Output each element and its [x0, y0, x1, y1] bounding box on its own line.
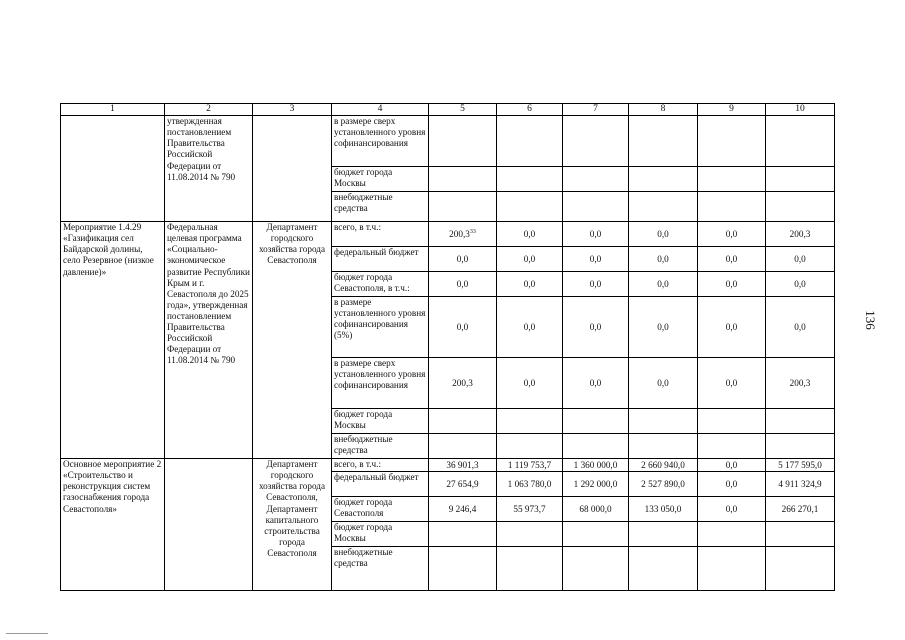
value-cell: 0,0 — [497, 247, 563, 272]
value-cell — [497, 167, 563, 192]
source-label-cell: всего, в т.ч.: — [332, 222, 429, 247]
value-cell — [429, 116, 497, 167]
value-cell: 0,0 — [629, 247, 698, 272]
value-cell: 0,0 — [429, 297, 497, 358]
value-cell — [698, 167, 766, 192]
program-cell: Федеральная целевая программа «Социально-экономическое развитие Республики Крым и г. Севастополя до 2025 года», утвержденная постановлением Правительства Российской Федерации от 11.08.2014 № 790 — [165, 222, 253, 459]
value-cell: 55 973,7 — [497, 497, 563, 522]
header-cell: 4 — [332, 104, 429, 116]
value-cell: 0,0 — [497, 272, 563, 297]
executor-cell: Департамент городского хозяйства города Севастополя, Департамент капитального строительства города Севастополя — [253, 459, 332, 591]
value-cell — [766, 409, 835, 434]
value-cell: 200,3 — [429, 358, 497, 409]
value-cell — [429, 409, 497, 434]
value-cell — [698, 522, 766, 547]
value-cell: 0,0 — [698, 247, 766, 272]
value-cell: 1 063 780,0 — [497, 472, 563, 497]
value-cell: 200,3 — [766, 222, 835, 247]
executor-cell — [253, 116, 332, 222]
source-label-cell: бюджет города Севастополя — [332, 497, 429, 522]
value-cell — [563, 192, 629, 222]
value-cell: 0,0 — [497, 358, 563, 409]
value-cell — [766, 116, 835, 167]
value-cell — [563, 522, 629, 547]
value-cell — [429, 192, 497, 222]
header-cell: 1 — [61, 104, 165, 116]
source-label-cell: всего, в т.ч.: — [332, 459, 429, 472]
value-cell — [629, 167, 698, 192]
value-cell — [429, 434, 497, 459]
program-cell: утвержденная постановлением Правительства Российской Федерации от 11.08.2014 № 790 — [165, 116, 253, 222]
value-cell — [563, 409, 629, 434]
measure-name-cell: Основное мероприятие 2 «Строительство и реконструкция систем газоснабжения города Севастополя» — [61, 459, 165, 591]
value-cell: 200,3$^{33}$ — [429, 222, 497, 247]
value-cell: 0,0 — [497, 297, 563, 358]
value-cell — [497, 116, 563, 167]
value-cell: 1 360 000,0 — [563, 459, 629, 472]
value-cell — [698, 409, 766, 434]
header-row — [61, 104, 835, 116]
value-cell: 0,0 — [629, 297, 698, 358]
value-cell: 0,0 — [698, 459, 766, 472]
value-cell: 2 527 890,0 — [629, 472, 698, 497]
value-cell — [563, 116, 629, 167]
value-cell: 68 000,0 — [563, 497, 629, 522]
source-label-cell: внебюджетные средства — [332, 434, 429, 459]
value-cell: 0,0 — [698, 472, 766, 497]
value-cell: 9 246,4 — [429, 497, 497, 522]
value-cell: 266 270,1 — [766, 497, 835, 522]
value-cell: 200,3 — [766, 358, 835, 409]
value-cell: 2 660 940,0 — [629, 459, 698, 472]
header-cell: 7 — [563, 104, 629, 116]
value-cell — [698, 547, 766, 591]
source-label-cell: федеральный бюджет — [332, 472, 429, 497]
value-cell: 0,0 — [698, 272, 766, 297]
page-number: 136 — [862, 310, 878, 330]
value-cell: 1 292 000,0 — [563, 472, 629, 497]
value-cell: 0,0 — [698, 358, 766, 409]
table-row — [61, 116, 835, 167]
value-cell — [497, 409, 563, 434]
value-cell: 0,0 — [563, 272, 629, 297]
value-cell — [497, 547, 563, 591]
value-cell — [429, 167, 497, 192]
value-cell: 0,0 — [429, 247, 497, 272]
value-cell: 0,0 — [766, 272, 835, 297]
header-cell: 8 — [629, 104, 698, 116]
source-label-cell: бюджет города Москвы — [332, 167, 429, 192]
value-cell — [766, 167, 835, 192]
value-cell: 0,0 — [698, 297, 766, 358]
header-cell: 10 — [766, 104, 835, 116]
value-cell: 36 901,3 — [429, 459, 497, 472]
header-cell: 2 — [165, 104, 253, 116]
value-cell: 0,0 — [629, 222, 698, 247]
value-cell: 0,0 — [766, 297, 835, 358]
header-cell: 6 — [497, 104, 563, 116]
value-cell — [563, 434, 629, 459]
value-cell — [766, 192, 835, 222]
value-cell: 0,0 — [629, 358, 698, 409]
source-label-cell: федеральный бюджет — [332, 247, 429, 272]
table-row — [61, 222, 835, 247]
source-label-cell: в размере сверх установленного уровня софинансирования — [332, 116, 429, 167]
footnote-separator — [6, 633, 48, 634]
header-cell: 3 — [253, 104, 332, 116]
value-cell — [766, 434, 835, 459]
source-label-cell: в размере сверх установленного уровня софинансирования — [332, 358, 429, 409]
value-cell: 0,0 — [563, 358, 629, 409]
source-label-cell: внебюджетные средства — [332, 192, 429, 222]
value-cell — [563, 167, 629, 192]
value-cell: 0,0 — [563, 297, 629, 358]
value-cell — [766, 547, 835, 591]
value-cell — [629, 192, 698, 222]
table-row — [61, 459, 835, 472]
value-cell: 5 177 595,0 — [766, 459, 835, 472]
value-cell: 0,0 — [766, 247, 835, 272]
source-label-cell: бюджет города Москвы — [332, 522, 429, 547]
value-cell: 1 119 753,7 — [497, 459, 563, 472]
value-cell — [629, 409, 698, 434]
value-cell — [766, 522, 835, 547]
executor-cell: Департамент городского хозяйства города Севастополя — [253, 222, 332, 459]
value-cell — [563, 547, 629, 591]
value-cell: 0,0 — [563, 222, 629, 247]
value-cell: 0,0 — [497, 222, 563, 247]
source-label-cell: внебюджетные средства — [332, 547, 429, 591]
value-cell — [497, 192, 563, 222]
value-cell — [429, 547, 497, 591]
table-body — [61, 104, 835, 591]
value-cell — [497, 522, 563, 547]
measure-name-cell: Мероприятие 1.4.29 «Газификация сел Байдарской долины, село Резервное (низкое давление)» — [61, 222, 165, 459]
footnote-ref: 33 — [469, 228, 476, 235]
value-cell: 0,0 — [698, 497, 766, 522]
value-cell — [698, 192, 766, 222]
header-cell: 9 — [698, 104, 766, 116]
value-cell — [429, 522, 497, 547]
program-cell — [165, 459, 253, 591]
value-cell: 0,0 — [629, 272, 698, 297]
value-cell — [629, 547, 698, 591]
budget-table — [60, 103, 835, 591]
value-cell: 0,0 — [429, 272, 497, 297]
value-cell: 27 654,9 — [429, 472, 497, 497]
value-cell — [698, 434, 766, 459]
source-label-cell: в размере установленного уровня софинансирования (5%) — [332, 297, 429, 358]
measure-name-cell — [61, 116, 165, 222]
source-label-cell: бюджет города Севастополя, в т.ч.: — [332, 272, 429, 297]
value-cell: 0,0 — [698, 222, 766, 247]
value-cell: 133 050,0 — [629, 497, 698, 522]
value-cell — [497, 434, 563, 459]
value-cell: 4 911 324,9 — [766, 472, 835, 497]
header-cell: 5 — [429, 104, 497, 116]
value-cell — [629, 116, 698, 167]
source-label-cell: бюджет города Москвы — [332, 409, 429, 434]
value-cell: 0,0 — [563, 247, 629, 272]
value-cell — [629, 522, 698, 547]
value-cell — [698, 116, 766, 167]
value-cell — [629, 434, 698, 459]
